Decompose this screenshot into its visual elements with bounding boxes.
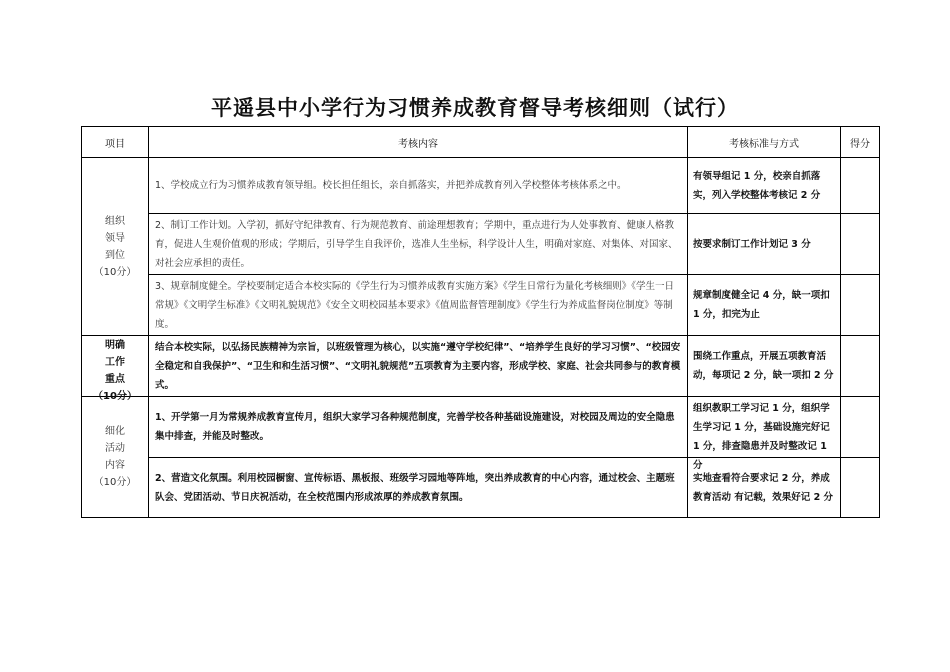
standard-cell <box>688 458 841 518</box>
content-cell <box>149 275 688 336</box>
score-cell[interactable] <box>841 275 880 336</box>
standard-text: 围绕工作重点，开展五项教育活动，每项记 2 分，缺一项扣 2 分 <box>693 351 834 381</box>
content-text: 1、开学第一月为常规养成教育宣传月，组织大家学习各种规范制度，完善学校各种基础设施建设，对校园及周边的安全隐患集中排查，并能及时整改。 <box>155 412 675 442</box>
section-item-label: 组织 领导 到位 （10分） <box>93 215 137 278</box>
table-row <box>82 158 880 214</box>
content-cell <box>149 158 688 214</box>
standard-text: 规章制度健全记 4 分，缺一项扣 1 分，扣完为止 <box>693 290 830 320</box>
document-title: 平遥县中小学行为习惯养成教育督导考核细则（试行） <box>211 96 739 120</box>
section-item-label: 细化 活动 内容 （10分） <box>93 426 137 488</box>
score-cell[interactable] <box>841 214 880 275</box>
table-row <box>82 336 880 397</box>
header-content: 考核内容 <box>149 127 688 158</box>
standard-cell <box>688 275 841 336</box>
content-text: 结合本校实际，以弘扬民族精神为宗旨，以班级管理为核心，以实施“遵守学校纪律”、“培养学生良好的学习习惯”、“校园安全稳定和自我保护”、“卫生和和生活习惯”、“文明礼貌规范”五项教育为主要内容，形成学校、家庭、社会共同参与的教育模式。 <box>155 341 681 391</box>
score-cell[interactable] <box>841 397 880 458</box>
standard-text: 按要求制订工作计划记 3 分 <box>693 238 811 250</box>
content-cell <box>149 214 688 275</box>
section-item-cell <box>82 397 149 518</box>
standard-cell <box>688 397 841 471</box>
standard-cell <box>688 158 841 214</box>
standard-text: 有领导组记 1 分，校亲自抓落实，列入学校整体考核记 2 分 <box>693 170 821 201</box>
section-item-cell <box>82 158 149 336</box>
score-cell[interactable] <box>841 458 880 518</box>
content-cell <box>149 336 688 397</box>
table-row <box>82 275 880 336</box>
table-row <box>82 214 880 275</box>
score-cell[interactable] <box>841 158 880 214</box>
section-item-cell <box>82 336 149 402</box>
score-cell[interactable] <box>841 336 880 397</box>
content-text: 2、营造文化氛围。利用校园橱窗、宣传标语、黑板报、班级学习园地等阵地，突出养成教育的中心内容，通过校会、主题班队会、党团活动、节日庆祝活动，在全校范围内形成浓厚的养成教育氛围。 <box>155 472 675 503</box>
header-standard: 考核标准与方式 <box>688 127 841 158</box>
header-score: 得分 <box>841 127 880 158</box>
content-cell <box>149 458 688 518</box>
content-cell <box>149 397 688 458</box>
table-row <box>82 458 880 518</box>
standard-text: 组织教职工学习记 1 分，组织学生学习记 1 分，基础设施完好记 1 分，排查隐患并及时整改记 1 分 <box>693 402 830 471</box>
content-text: 1、学校成立行为习惯养成教育领导组。校长担任组长，亲自抓落实，并把养成教育列入学校整体考核体系之中。 <box>155 180 627 191</box>
header-item: 项目 <box>82 127 149 158</box>
standard-cell <box>688 214 841 275</box>
table-row <box>82 397 880 458</box>
standard-text: 实地查看符合要求记 2 分，养成教育活动 有记载，效果好记 2 分 <box>693 472 834 503</box>
standard-cell <box>688 336 841 397</box>
table-header-row <box>82 127 880 158</box>
content-text: 3、规章制度健全。学校要制定适合本校实际的《学生行为习惯养成教育实施方案》《学生日常行为量化考核细则》《学生一日常规》《文明学生标准》《文明礼貌规范》《安全文明校园基本要求》《值周监督管理制度》《学生行为养成监督岗位制度》等制度。 <box>155 280 675 330</box>
content-text: 2、制订工作计划。入学初，抓好守纪律教育、行为规范教育、前途理想教育；学期中，重点进行为人处事教育、健康人格教育，促进人生观价值观的形成；学期后，引导学生自我评价，选准人生坐标，科学设计人生，明确对家庭、对集体、对国家、对社会应承担的责任。 <box>155 219 678 269</box>
section-item-label: 明确 工作 重点 （10分） <box>93 340 137 402</box>
assessment-table <box>81 126 880 518</box>
